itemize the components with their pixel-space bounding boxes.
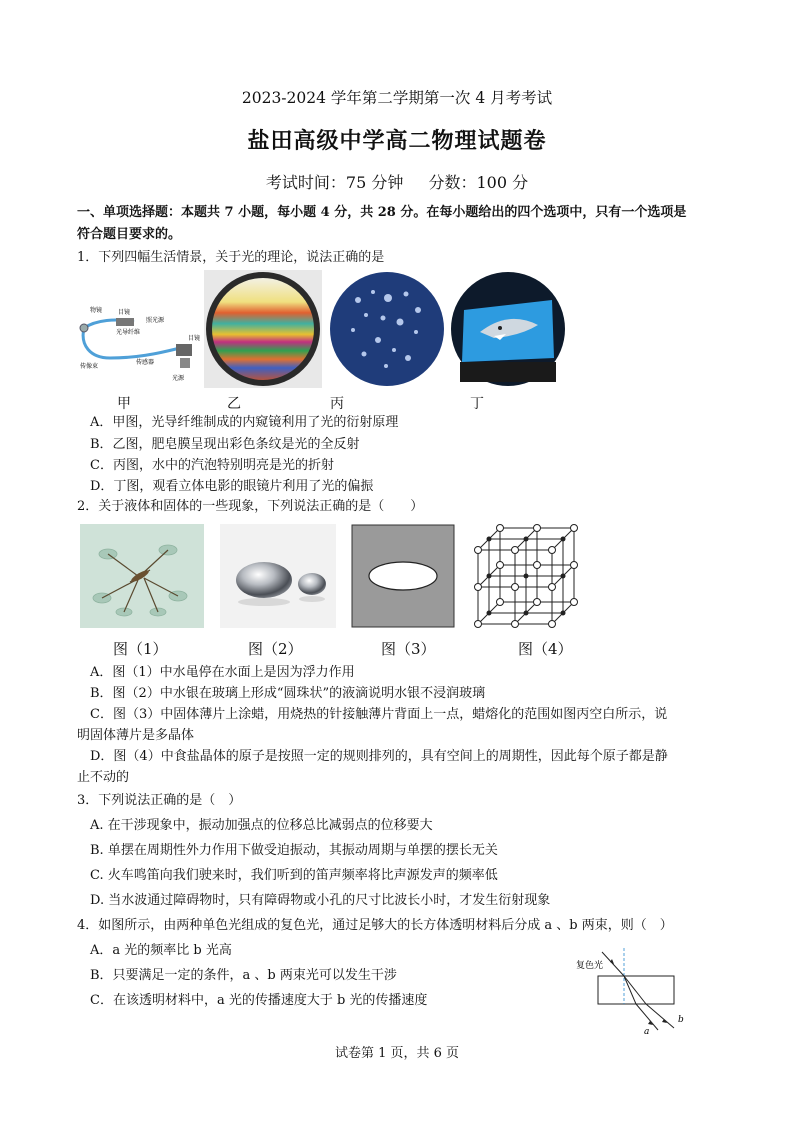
fig1-label-5: 目镜 [188, 335, 201, 342]
q3-option-a: A. 在干涉现象中，振动加强点的位移总比减弱点的位移要大 [90, 818, 433, 833]
q2-fig-wax-sheet [351, 524, 455, 628]
exam-term: 2023-2024 学年第二学期第一次 4 月考考试 [241, 89, 553, 107]
q2-option-b: B．图（2）中水银在玻璃上形成“圆珠状”的液滴说明水银不浸润玻璃 [90, 686, 486, 701]
fig1-label-0: 物镜 [90, 307, 103, 314]
q2-option-c-line1: C．图（3）中固体薄片上涂蜡，用烧热的针接触薄片背面上一点，蜡熔化的范围如图丙空白所示，说 [90, 707, 668, 722]
q2-fig-label-2: 图（2） [248, 640, 303, 658]
section1-intro-line1: 一、单项选择题：本题共 7 小题，每小题 4 分，共 28 分。在每小题给出的四个选项中，只有一个选项是 [77, 205, 687, 220]
fig1-label-1: 目镜 [118, 309, 131, 316]
page-footer: 试卷第 1 页，共 6 页 [334, 1046, 460, 1061]
q1-fig-water-bubbles [328, 270, 446, 388]
q4-stem: 4．如图所示，由两种单色光组成的复色光，通过足够大的长方体透明材料后分成 a 、b 两束，则（ ） [77, 918, 673, 933]
exam-title: 盐田高级中学高二物理试题卷 [247, 128, 547, 154]
q3-option-b: B. 单摆在周期性外力作用下做受迫振动，其振动周期与单摆的摆长无关 [90, 843, 498, 858]
q1-fig-endoscope [76, 300, 204, 388]
q1-stem: 1．下列四幅生活情景，关于光的理论，说法正确的是 [77, 250, 385, 265]
q4-fig-label-light: 复色光 [576, 961, 604, 971]
q1-fig-label-yi: 乙 [227, 396, 241, 412]
q2-fig-label-4: 图（4） [518, 640, 573, 658]
q1-fig-label-ding: 丁 [470, 396, 484, 412]
q3-option-c: C. 火车鸣笛向我们驶来时，我们听到的笛声频率将比声源发声的频率低 [90, 868, 498, 883]
q4-option-a: A．a 光的频率比 b 光高 [90, 943, 232, 958]
q2-fig-mercury-drops [220, 524, 336, 628]
q2-stem: 2．关于液体和固体的一些现象，下列说法正确的是（ ） [77, 499, 424, 514]
q1-option-c: C．丙图，水中的汽泡特别明亮是光的折射 [90, 458, 334, 473]
fig1-label-3: 照光源 [146, 317, 165, 324]
q2-option-d-line2: 止不动的 [77, 770, 130, 785]
fig1-label-2: 光导纤维 [116, 329, 141, 336]
q2-fig-salt-lattice [472, 524, 580, 628]
fig1-label-4: 传像束 [80, 363, 99, 370]
q4-fig-refraction-block [574, 942, 696, 1038]
q2-fig-label-1: 图（1） [113, 640, 168, 658]
q2-fig-water-strider [80, 524, 204, 628]
q4-option-b: B．只要满足一定的条件，a 、b 两束光可以发生干涉 [90, 968, 397, 983]
fig1-label-7: 光源 [172, 375, 185, 382]
q2-option-c-line2: 明固体薄片是多晶体 [77, 728, 195, 743]
q1-fig-3d-cinema [450, 270, 566, 388]
q2-option-d-line1: D．图（4）中食盐晶体的原子是按照一定的规则排列的，具有空间上的周期性，因此每个原子都是静 [90, 749, 668, 764]
q2-option-a: A．图（1）中水黾停在水面上是因为浮力作用 [90, 665, 355, 680]
section1-intro-line2: 符合题目要求的。 [77, 227, 182, 242]
q1-fig-label-jia: 甲 [117, 396, 131, 412]
q1-option-b: B．乙图，肥皂膜呈现出彩色条纹是光的全反射 [90, 437, 360, 452]
q1-option-d: D．丁图，观看立体电影的眼镜片利用了光的偏振 [90, 479, 374, 494]
q4-fig-label-a: a [644, 1027, 650, 1037]
exam-score: 分数：100 分 [428, 173, 529, 192]
exam-meta [0, 170, 794, 193]
q4-fig-label-b: b [678, 1015, 684, 1025]
exam-time: 考试时间：75 分钟 [265, 173, 404, 192]
q1-fig-label-bing: 丙 [330, 396, 344, 412]
q3-stem: 3．下列说法正确的是（ ） [77, 793, 242, 808]
q4-option-c: C．在该透明材料中，a 光的传播速度大于 b 光的传播速度 [90, 993, 428, 1008]
fig1-label-6: 传感器 [136, 359, 155, 366]
q1-fig-soap-film [204, 270, 322, 388]
q2-fig-label-3: 图（3） [381, 640, 436, 658]
q3-option-d: D. 当水波通过障碍物时，只有障碍物或小孔的尺寸比波长小时，才发生衍射现象 [90, 893, 551, 908]
q1-option-a: A．甲图，光导纤维制成的内窥镜利用了光的衍射原理 [90, 415, 399, 430]
